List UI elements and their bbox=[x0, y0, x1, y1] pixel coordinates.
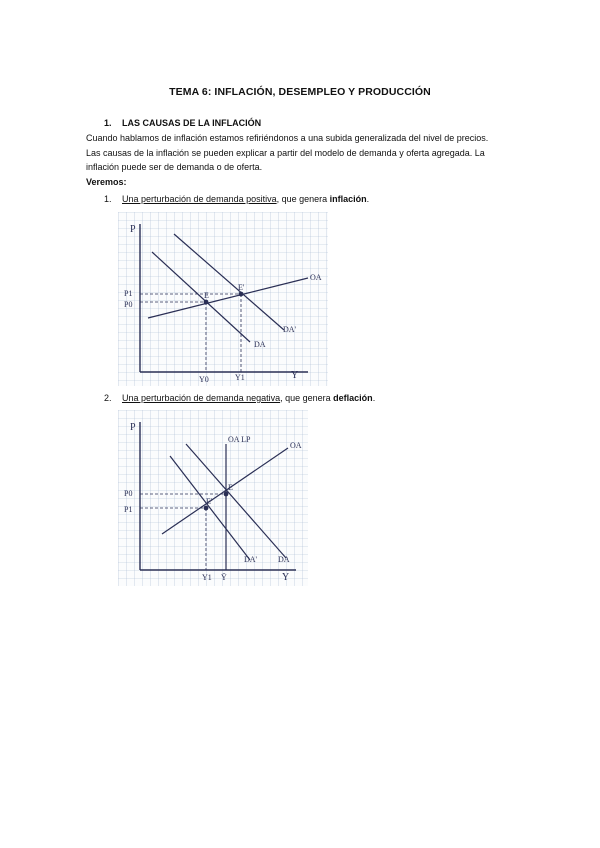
label-p1: P1 bbox=[124, 289, 133, 298]
equilibrium-e bbox=[224, 492, 229, 497]
label-da-prime: DA' bbox=[244, 555, 257, 564]
list-item-1 bbox=[104, 194, 369, 204]
figure-positive-demand-shock bbox=[118, 212, 328, 386]
figure-negative-demand-shock bbox=[118, 410, 308, 586]
label-p0: P0 bbox=[124, 300, 133, 309]
section-number: 1. bbox=[104, 118, 112, 128]
list-item-underlined: Una perturbación de demanda negativa bbox=[122, 393, 281, 403]
figure1-svg bbox=[118, 212, 328, 386]
label-da: DA bbox=[278, 555, 290, 564]
label-y1: Y1 bbox=[235, 373, 245, 382]
label-e-prime: E' bbox=[206, 497, 213, 506]
intro-line-3: inflación puede ser de demanda o de oferta. bbox=[86, 162, 263, 172]
label-y-axis: Y bbox=[282, 572, 290, 583]
list-item-bold: inflación bbox=[329, 194, 367, 204]
label-e-prime: E' bbox=[238, 283, 245, 292]
label-da-prime: DA' bbox=[283, 325, 296, 334]
label-p1: P1 bbox=[124, 505, 133, 514]
equilibrium-e-prime bbox=[204, 506, 209, 511]
section-title: LAS CAUSAS DE LA INFLACIÓN bbox=[122, 118, 262, 128]
equilibrium-e bbox=[204, 300, 209, 305]
list-item-2 bbox=[104, 393, 375, 403]
label-p-axis: P bbox=[130, 224, 136, 235]
list-item-middle: , que genera bbox=[280, 393, 334, 403]
label-oa-lp: OA LP bbox=[228, 435, 251, 444]
label-e: E bbox=[204, 291, 209, 300]
label-oa: OA bbox=[310, 273, 322, 282]
intro-line-2: Las causas de la inflación se pueden explicar a partir del modelo de demanda y oferta agregada. La bbox=[86, 147, 485, 158]
veremos-label: Veremos: bbox=[86, 176, 127, 187]
list-item-bold: deflación bbox=[333, 393, 373, 403]
list-item-number: 2. bbox=[104, 393, 112, 403]
list-item-number: 1. bbox=[104, 194, 112, 204]
equilibrium-e-prime bbox=[239, 292, 244, 297]
label-e: E bbox=[228, 483, 233, 492]
section-heading bbox=[104, 118, 261, 128]
label-y0: Y0 bbox=[199, 375, 209, 384]
intro-line-1: Cuando hablamos de inflación estamos refiriéndonos a una subida generalizada del nivel de precios. bbox=[86, 133, 489, 143]
label-y-axis: Y bbox=[291, 370, 299, 381]
figure2-svg bbox=[118, 410, 308, 586]
label-y1: Y1 bbox=[202, 573, 212, 582]
list-item-underlined: Una perturbación de demanda positiva bbox=[122, 194, 277, 204]
label-oa: OA bbox=[290, 441, 302, 450]
label-p0: P0 bbox=[124, 489, 133, 498]
page-title: TEMA 6: INFLACIÓN, DESEMPLEO Y PRODUCCIÓN bbox=[169, 86, 431, 98]
label-p-axis: P bbox=[130, 422, 136, 433]
intro-paragraph bbox=[86, 131, 556, 189]
list-item-end: . bbox=[366, 194, 370, 204]
list-item-end: . bbox=[372, 393, 376, 403]
label-ybar: Ȳ bbox=[221, 573, 227, 582]
label-da: DA bbox=[254, 340, 266, 349]
list-item-middle: , que genera bbox=[276, 194, 330, 204]
